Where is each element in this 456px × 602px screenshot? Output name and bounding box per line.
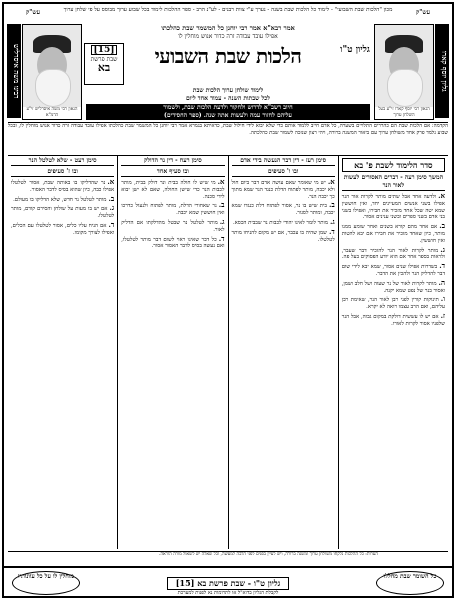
list-item: ב.בית שיש בו נר, אסור לפתוח דלת כנגדו שמא יכבה, ומותר לסגור.	[231, 200, 335, 217]
portrait-caption: הגאון רבי יוסף קארו זי"ע בעל השלחן ערוך	[375, 107, 433, 119]
list-item: ב.נר שאחורי הדלת, מותר לפתוח ולנעול כדרכו ואין חוששין שמא יכבה.	[121, 200, 225, 217]
column-3	[117, 156, 227, 549]
section-heading: סימן רעט - שלא לטלטל הנר	[11, 157, 114, 166]
list-item: ד.אם הניח עליו כלים, אסור לטלטלו עם הכלים, ואפילו לצורך מקומו.	[11, 219, 115, 236]
footer-issue-label: גליון ט"ו - שבת פרשת בא [15]	[167, 577, 290, 590]
beard-shape	[387, 69, 423, 107]
list-item: א.נר שהדליקו בו באותה שבת, אסור לטלטלו אפילו כבה, כיון שהוא בסיס לדבר האסור.	[11, 177, 115, 193]
masthead	[86, 24, 370, 120]
list-item: ב.מותר לטלטל נר חדש, שלא הדליקו בו מעולם.	[13, 193, 115, 203]
column-2	[228, 156, 338, 549]
title-row	[86, 43, 370, 87]
section-heading: סדר הלימוד לשבת פ' בא	[342, 158, 445, 172]
section-heading: סימן רעז - דין דבר הנעשה בידי אדם	[232, 157, 335, 166]
list-item: ב.אם אחד מהם קורא בשנים ואחר שומע ממנו מותר, כיון שאחד מזכיר את חבירו אם יבא להטות ואין חוששין.	[341, 221, 445, 244]
section-subheading: ובו ז' סעיפים	[11, 168, 114, 177]
footer-contact: לקבלת הגליון בדוא"ל או לתרומות נא לפנות למערכת	[177, 590, 279, 596]
footer-oval-left: מוחלין לו על כל עוונותיו	[12, 571, 80, 595]
footer-center	[86, 571, 370, 597]
parasha-box	[84, 43, 124, 85]
subtitle-2: לכל שבתות השנה - עמוד אחד ליום	[186, 95, 270, 102]
issue-number: גליון ט"ו	[340, 45, 370, 55]
column-1	[338, 156, 448, 549]
footnotes: הערות: כל ההלכות נלקחו משולחן ערוך ומשנה ברורה, ויש לעיין בפנים לפני הלכה למעשה, וכל שאלה יש לשאול מורה הוראה.	[8, 551, 448, 572]
corner-tag-left: עש"ק	[26, 9, 40, 16]
masthead-quote-1: אמר רבא"א אמר רבי יוחנן כל המשמר שבת כהלכתו	[161, 24, 295, 32]
list-item: א.מי שיש לו חולה בבית ונר דולק בבית, מותר לכבות הנר כדי שישן החולה, שאם לא ישן יבוא לידי סכנה.	[121, 177, 225, 200]
subtitle-1: לימוד שולחן ערוך הלכות שבת	[192, 87, 264, 94]
intro-paragraph: הקדמה: אם הלכות שבת הם כהררים התלויים בשערה, כל אדם חייב ללמוד אותם כדי שלא יבוא לידי חילול שבת, כדאיתא בגמרא אמר רבי יוחנן כל המשמר שבת כהלכתו אפילו עובד עבודה זרה כדור אנוש מוחלין לו, ובכל שבוע נלמד פרק אחד משולחן ערוך עם ביאור המשנה ברורה, ויהי רצון שנזכה לשמור שבת כהלכתה.	[8, 122, 448, 156]
section-subheading: המשך סימן רעה - דברים האסורים לעשות לאור הנר	[343, 174, 444, 189]
black-band-line-2: עליהם לחזור עמה ולעשות אתה שנה. (ספר החסידים)	[164, 112, 292, 119]
list-item: ג.מותר לטלטל נר שבטל מהדלקתו אם הדליק לאור.	[121, 216, 225, 233]
column-4	[8, 156, 117, 549]
top-notice: מכון "הלכות שבת השבועי" - לימוד כל הלכות שבת בשנה - נערך ע"י צוות רבנים - לע"נ הרב - ספר ההלכות לימוד בכל שבוע ערוך מבוסס על פי שלחן ערוך	[63, 7, 393, 13]
portrait-right	[374, 24, 434, 120]
section-subheading: ובו ו' סעיפים	[232, 168, 335, 177]
corner-tag-right: עש"ק	[416, 9, 430, 16]
list-item: ד.בשדרות אפילו שנים אסור, שמא יבא לידי שום דבר להדליק הנר ולהכין את הדבר.	[341, 261, 445, 277]
masthead-quote-2: אפילו עובד עבודה זרה כדור אנוש מוחלין לו	[178, 33, 278, 40]
list-item: ג.מותר לומר לאינו יהודי לכבות נר שבבית הכסא.	[232, 216, 335, 226]
newsletter-page	[2, 2, 454, 598]
footer-oval-right: כל השומר שבת מחללו	[376, 571, 444, 595]
body-columns	[8, 156, 448, 549]
footer	[4, 566, 452, 596]
list-item: ד.כל דבר שאינו ראוי לשום דבר מותר לטלטלו, ואם נעשה בסיס לדבר האסור אסור.	[121, 233, 225, 250]
parasha-number: [15]	[91, 45, 117, 55]
list-item: ה.מותר לקרות לאור של נר שעוה ושל חלב ושמן, ואסור בנר של נפט שמא יקנה.	[341, 277, 445, 294]
beard-shape	[35, 69, 71, 107]
parasha-name: בא	[97, 61, 111, 74]
black-band	[86, 104, 370, 120]
portrait-left	[22, 24, 82, 120]
list-item: א.ולדעה אחד אבל שתים מותר לקרות אור הנר אפילו בשני אנשים המעיינים יחד, ואין חוששין שמא יטה שכל אחד מזכיר את חבירו, ואפילו בשני בני אדם בשני ספרים ובשני ענינים אסור.	[341, 191, 445, 221]
section-heading: סימן רעח - דין נר הדולק	[121, 157, 224, 166]
list-item: א.יש מי שאומר שאם עושה אדם דבר ביום חול ולא יכבה, מותר לפתוח הדלת כנגד הנר שמא מתוך כך יכבה הנר.	[231, 177, 335, 200]
list-item: ו.תינוקות קורין לפני רבן לאור הנר, שאימת רבן עליהם, ואם הרב עצמו רואה לא יקרא.	[341, 294, 445, 311]
list-item: ז.אם יש לו עששית דולקת במקום גבוה, אבל הנר שלפניו אסור לקרות לאורו.	[341, 310, 445, 327]
page-title: הלכות שבת השבועי	[154, 44, 302, 68]
side-banner-left: רבינו משה איסרליש	[7, 24, 21, 118]
list-item: ג.מותר לקרות לאור הנר להזכיר דבר שעבר, ולראות בספר אחר אם הוא יודע הפסוקים בעל פה.	[341, 244, 445, 261]
parasha-label: שבת פרשת	[90, 56, 118, 63]
section-subheading: ובו סעיף אחד	[121, 168, 224, 177]
list-item: ג.אם יש בו מעות על שולחן והסירם קודם, מותר לטלטלו.	[11, 203, 115, 220]
list-item: ד.שמן שהיה בו עכבר, אם יש מקום להניחו מותר לטלטלו.	[231, 226, 335, 243]
side-banner-right: גליון יוסף קארו	[435, 24, 449, 118]
black-band-line-1: חיוב רשב"א לדרוש ולחקור ולדעת הלכות שבת, ולשמור	[163, 104, 293, 111]
portrait-caption: הגאון רבי משה איסרליש זי"ע הרמ"א	[23, 107, 81, 119]
